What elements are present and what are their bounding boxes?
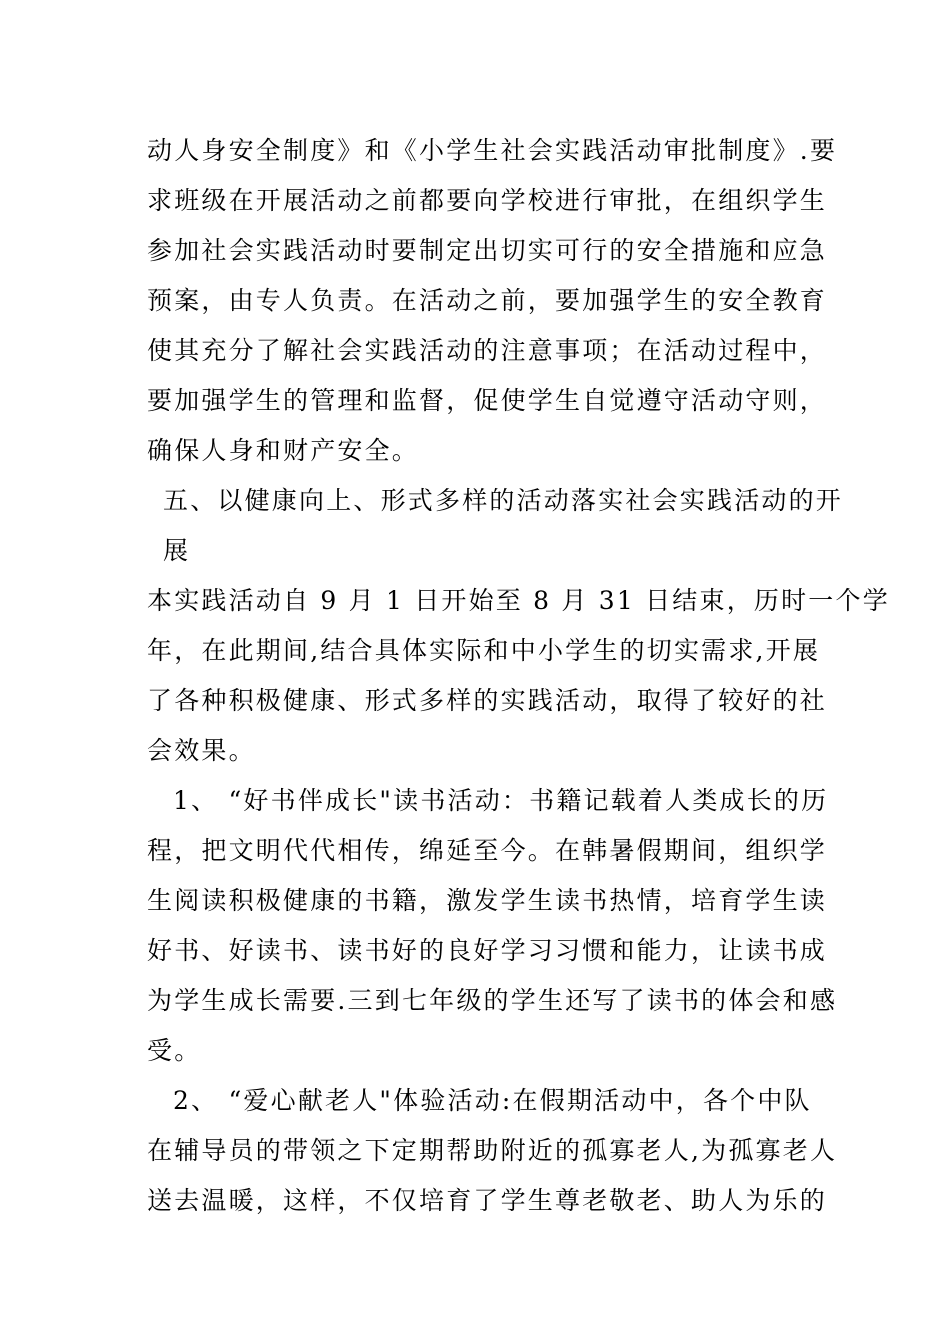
text-line: 确保人身和财产安全。 <box>147 436 420 465</box>
text-line: 了各种积极健康、形式多样的实践活动，取得了较好的社 <box>147 686 828 715</box>
text-line: 参加社会实践活动时要制定出切实可行的安全措施和应急 <box>147 236 828 265</box>
text-line: 为学生成长需要.三到七年级的学生还写了读书的体会和感 <box>147 986 838 1015</box>
list-item-1: 1、 “好书伴成长"读书活动：书籍记载着人类成长的历 <box>173 786 829 815</box>
text-line: 年，在此期间,结合具体实际和中小学生的切实需求,开展 <box>147 636 821 665</box>
list-item-2: 2、 “爱心献老人"体验活动:在假期活动中，各个中队 <box>173 1086 812 1115</box>
text-line: 好书、好读书、读书好的良好学习习惯和能力，让读书成 <box>147 936 828 965</box>
text-line: 程，把文明代代相传，绵延至今。在韩暑假期间，组织学 <box>147 836 828 865</box>
text-line: 预案，由专人负责。在活动之前，要加强学生的安全教育 <box>147 286 828 315</box>
text-line: 求班级在开展活动之前都要向学校进行审批，在组织学生 <box>147 186 828 215</box>
text-line: 受。 <box>147 1036 202 1065</box>
text-line: 在辅导员的带领之下定期帮助附近的孤寡老人,为孤寡老人 <box>147 1136 838 1165</box>
text-line: 本实践活动自 9 月 1 日开始至 8 月 31 日结束，历时一个学 <box>147 586 890 615</box>
section-heading-continued: 展 <box>163 536 191 565</box>
text-line: 送去温暖，这样，不仅培育了学生尊老敬老、助人为乐的 <box>147 1186 828 1215</box>
text-line: 会效果。 <box>147 736 256 765</box>
text-line: 生阅读积极健康的书籍，激发学生读书热情，培育学生读 <box>147 886 828 915</box>
text-line: 要加强学生的管理和监督，促使学生自觉遵守活动守则， <box>147 386 828 415</box>
text-line: 动人身安全制度》和《小学生社会实践活动审批制度》.要 <box>147 136 838 165</box>
section-heading: 五、以健康向上、形式多样的活动落实社会实践活动的开 <box>163 486 844 515</box>
text-line: 使其充分了解社会实践活动的注意事项；在活动过程中， <box>147 336 828 365</box>
